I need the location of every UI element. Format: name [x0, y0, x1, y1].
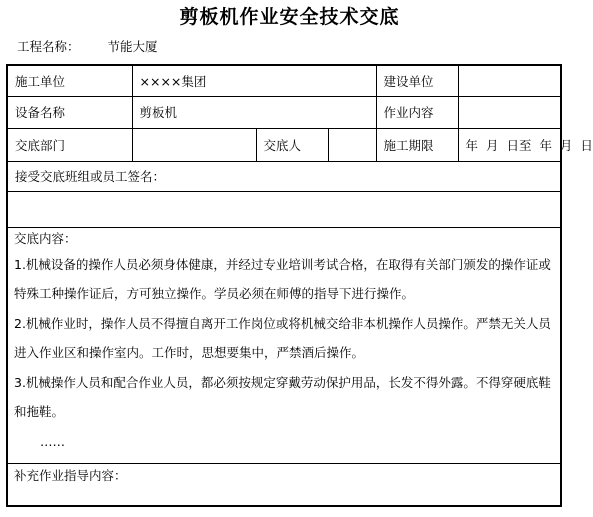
- content-item: 2.机械作业时，操作人员不得擅自离开工作岗位或将机械交给非本机操作人员操作。严禁无关人员进入作业区和操作室内。工作时，思想要集中，严禁酒后操作。: [14, 315, 551, 360]
- disclosure-table: [6, 64, 593, 507]
- period-value[interactable]: 年 月 日至 年 月 日: [458, 128, 561, 161]
- discloser-label: 交底人: [256, 128, 328, 161]
- dept-label: 交底部门: [7, 128, 132, 161]
- builder-unit-value[interactable]: [458, 65, 561, 96]
- document-title: 剪板机作业安全技术交底: [179, 6, 400, 28]
- work-content-value[interactable]: [458, 96, 561, 128]
- construction-unit-value[interactable]: ××××集团: [132, 65, 376, 96]
- period-label: 施工期限: [376, 128, 458, 161]
- content-ellipsis: ……: [40, 433, 65, 449]
- construction-unit-label: 施工单位: [7, 65, 132, 96]
- disclosure-content: [7, 227, 561, 463]
- equipment-label: 设备名称: [7, 96, 132, 128]
- supplement-label: 补充作业指导内容：: [14, 467, 127, 483]
- content-item: 3.机械操作人员和配合作业人员，都必须按规定穿戴劳动保护用品，长发不得外露。不得穿硬底鞋和拖鞋。: [14, 374, 551, 419]
- signature-area[interactable]: [7, 191, 561, 227]
- work-content-label: 作业内容: [376, 96, 458, 128]
- builder-unit-label: 建设单位: [376, 65, 458, 96]
- project-name: 节能大厦: [107, 39, 158, 54]
- equipment-value[interactable]: 剪板机: [132, 96, 376, 128]
- content-label: 交底内容：: [14, 230, 77, 246]
- content-item: 1.机械设备的操作人员必须身体健康，并经过专业培训考试合格，在取得有关部门颁发的操作证或特殊工种操作证后，方可独立操作。学员必须在师傅的指导下进行操作。: [14, 256, 551, 301]
- supplement-section[interactable]: [7, 463, 561, 506]
- project-line: [17, 37, 158, 55]
- signature-label: 接受交底班组或员工签名：: [7, 161, 561, 191]
- discloser-value[interactable]: [328, 128, 376, 161]
- project-label: 工程名称：: [17, 39, 80, 54]
- dept-value[interactable]: [132, 128, 256, 161]
